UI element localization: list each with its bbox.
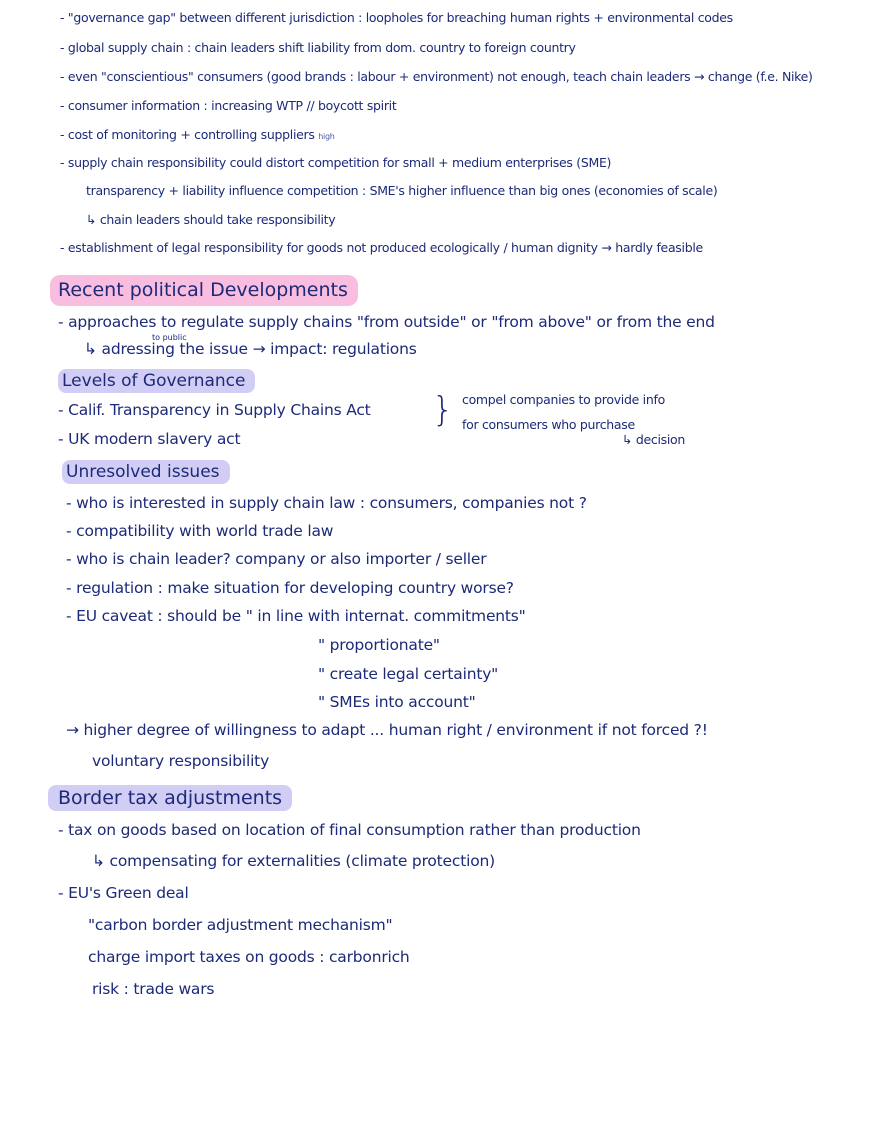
note-line: - EU's Green deal: [58, 884, 189, 902]
note-line: for consumers who purchase: [462, 417, 635, 432]
note-line: voluntary responsibility: [92, 752, 270, 770]
note-line: "carbon border adjustment mechanism": [88, 916, 393, 934]
note-line: " create legal certainty": [318, 665, 499, 683]
note-line: - global supply chain : chain leaders shift liability from dom. country to foreign country: [60, 40, 576, 55]
note-line: - regulation : make situation for developing country worse?: [66, 579, 514, 597]
note-line: [60, 129, 335, 142]
note-line: - consumer information : increasing WTP // boycott spirit: [60, 98, 397, 113]
note-annotation: to public: [152, 333, 187, 342]
note-line: " SMEs into account": [318, 693, 476, 711]
note-line: - who is interested in supply chain law : consumers, companies not ?: [66, 494, 587, 512]
note-line: - tax on goods based on location of final consumption rather than production: [58, 821, 641, 839]
note-line: ↳ adressing the issue → impact: regulations: [84, 340, 417, 358]
subsection-heading: Unresolved issues: [62, 460, 230, 484]
subsection-heading: Levels of Governance: [58, 369, 255, 393]
section-heading: Recent political Developments: [50, 275, 358, 306]
note-annotation: high: [318, 132, 335, 141]
note-line: " proportionate": [318, 636, 440, 654]
note-line: risk : trade wars: [92, 980, 215, 998]
note-line: - compatibility with world trade law: [66, 522, 334, 540]
note-line: - "governance gap" between different jurisdiction : loopholes for breaching human rights + environmental codes: [60, 10, 733, 25]
note-line: ↳ chain leaders should take responsibility: [86, 212, 336, 227]
note-line: - UK modern slavery act: [58, 430, 241, 448]
note-line: charge import taxes on goods : carbonrich: [88, 948, 410, 966]
note-line: → higher degree of willingness to adapt ... human right / environment if not forced ?!: [66, 721, 708, 739]
note-line: - supply chain responsibility could distort competition for small + medium enterprises (SME): [60, 155, 612, 170]
brace-icon: }: [432, 390, 454, 430]
note-line: - who is chain leader? company or also importer / seller: [66, 550, 487, 568]
note-line: - even "conscientious" consumers (good brands : labour + environment) not enough, teach chain leaders → change (f.e. Nike): [60, 69, 813, 84]
note-line: ↳ compensating for externalities (climate protection): [92, 852, 495, 870]
note-line: - approaches to regulate supply chains "from outside" or "from above" or from the end: [58, 313, 715, 331]
note-text: - cost of monitoring + controlling suppliers: [60, 127, 315, 142]
note-line: compel companies to provide info: [462, 392, 665, 407]
note-line: - EU caveat : should be " in line with internat. commitments": [66, 607, 526, 625]
subsection-heading: Border tax adjustments: [48, 785, 292, 811]
note-line: ↳ decision: [622, 432, 685, 447]
note-line: transparency + liability influence competition : SME's higher influence than big ones (economies of scale): [86, 183, 718, 198]
note-line: - Calif. Transparency in Supply Chains Act: [58, 401, 371, 419]
note-line: - establishment of legal responsibility for goods not produced ecologically / human dignity → hardly feasible: [60, 240, 703, 255]
